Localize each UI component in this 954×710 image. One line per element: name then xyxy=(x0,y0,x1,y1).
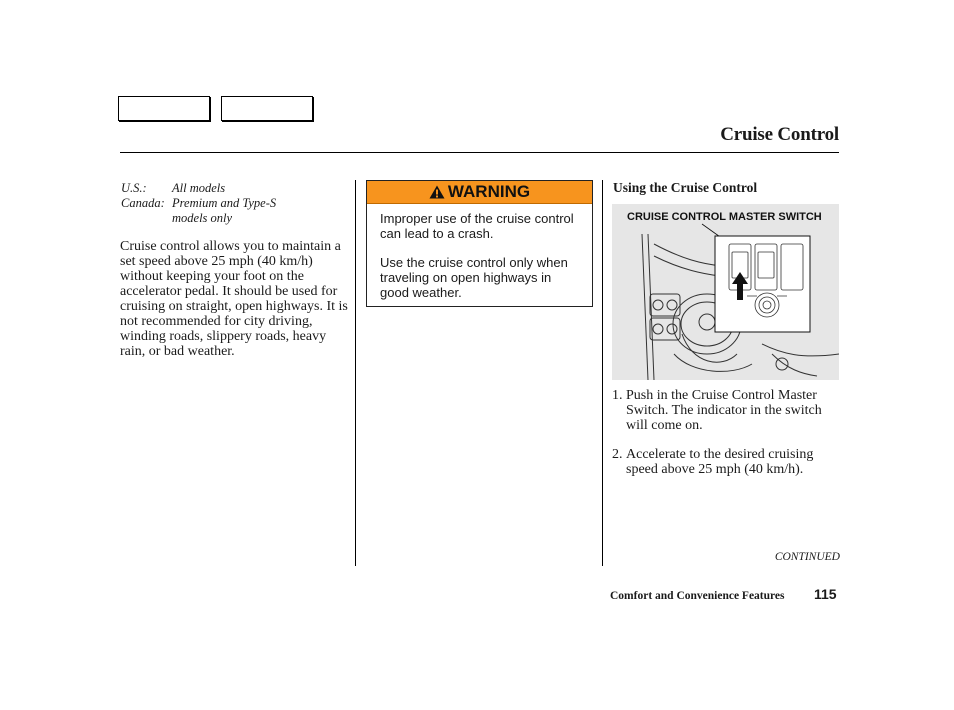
warning-header xyxy=(367,181,592,204)
list-item xyxy=(612,388,842,433)
intro-paragraph: Cruise control allows you to maintain a set speed above 25 mph (40 km/h) without keeping your foot on the accelerator pedal. It should be used for cruising on straight, open highways. It is not recommended for city driving, winding roads, slippery roads, heavy rain, or bad weather. xyxy=(120,239,348,359)
canada-value: Premium and Type-S xyxy=(172,196,277,210)
warning-paragraph: Use the cruise control only when traveling on open highways in good weather. xyxy=(380,255,568,300)
warning-box xyxy=(366,180,593,307)
column-divider-left xyxy=(355,180,356,566)
nav-box-right[interactable] xyxy=(221,96,313,121)
step-text: Push in the Cruise Control Master Switch. The indicator in the switch will come on. xyxy=(626,388,822,433)
nav-box-left[interactable] xyxy=(118,96,210,121)
canada-value-continued: models only xyxy=(172,211,233,225)
column-divider-right xyxy=(602,180,603,566)
page-number: 115 xyxy=(814,586,837,602)
footer-section-name: Comfort and Convenience Features xyxy=(610,590,785,602)
us-value: All models xyxy=(172,181,226,195)
section-heading: Using the Cruise Control xyxy=(613,180,758,195)
warning-triangle-icon xyxy=(429,185,445,199)
list-item xyxy=(612,447,842,477)
dashboard-illustration xyxy=(612,204,839,380)
step-text: Accelerate to the desired cruising speed above 25 mph (40 km/h). xyxy=(626,447,814,477)
dashboard-drawing xyxy=(612,204,839,380)
warning-body xyxy=(367,204,592,300)
warning-paragraph: Improper use of the cruise control can lead to a crash. xyxy=(380,211,574,241)
page-title: Cruise Control xyxy=(720,124,839,145)
title-divider xyxy=(120,152,839,153)
steps-list xyxy=(612,388,842,491)
continued-label: CONTINUED xyxy=(774,551,840,563)
step-number: 2. xyxy=(612,447,623,462)
step-number: 1. xyxy=(612,388,623,403)
figure-label: CRUISE CONTROL MASTER SWITCH xyxy=(627,211,822,223)
canada-label: Canada: xyxy=(121,196,165,210)
warning-title: WARNING xyxy=(447,182,531,201)
us-label: U.S.: xyxy=(121,181,147,195)
model-availability xyxy=(121,181,276,226)
